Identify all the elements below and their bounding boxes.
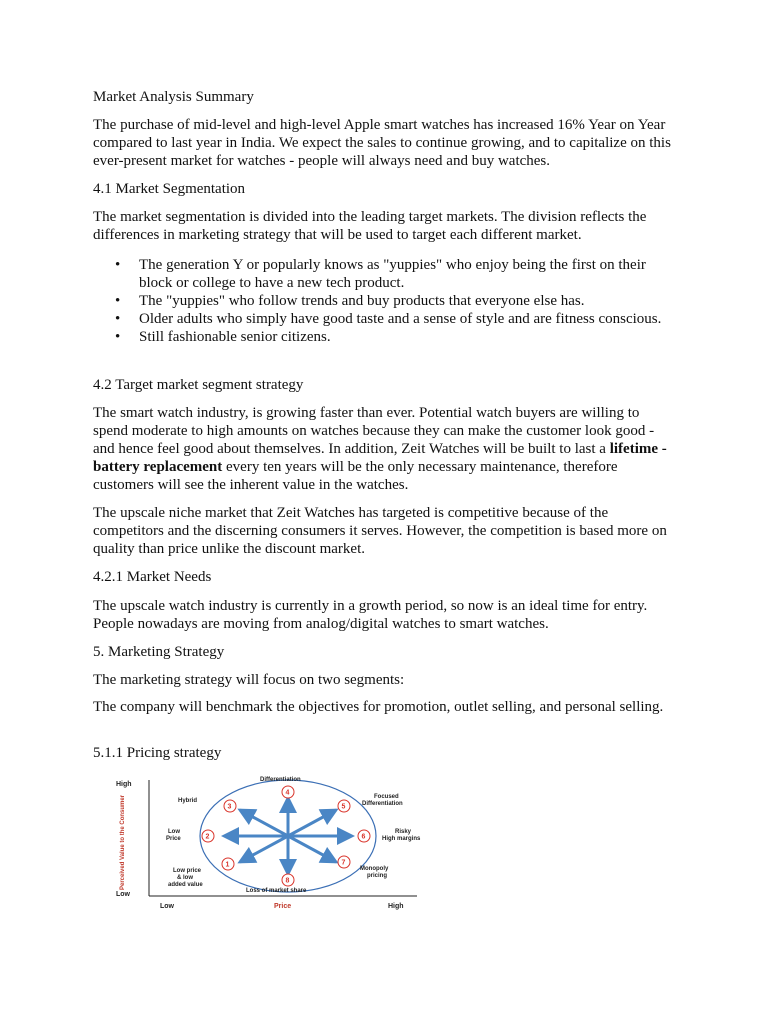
marker-1: 1 [225,861,230,869]
label-risky-1: Risky [395,829,412,835]
label-lpav-1: Low price [173,868,202,874]
list-item: • The generation Y or popularly knows as "yuppies" who enjoy being the first on their block or college to have a new tech product. [115,257,646,291]
label-risky-2: High margins [382,836,421,842]
label-lpav-2: & low [177,875,193,881]
section-4-2-heading: 4.2 Target market segment strategy [93,377,304,393]
label-lpav-3: added value [168,882,203,888]
x-high-label: High [388,903,404,910]
bullet-icon: • [115,311,121,327]
arrow-7 [288,836,336,862]
list-item: • Still fashionable senior citizens. [115,329,331,345]
list-item: • Older adults who simply have good taste and a sense of style and are fitness conscious. [115,311,662,327]
marker-5: 5 [341,803,346,811]
section-4-2-1-paragraph: The upscale watch industry is currently in a growth period, so now is an ideal time for entry. People nowadays are moving from analog/digital watches to smart watches. [93,598,648,632]
y-high-label: High [116,781,132,788]
section-4-1-paragraph: The market segmentation is divided into the leading target markets. The division reflects the differences in marketing strategy that will be used to target each different market. [93,209,647,243]
section-4-2-paragraph-1: The smart watch industry, is growing faster than ever. Potential watch buyers are willing to spend moderate to high amounts on watches because they can make the customer look good - and hence feel good about themselves. In addition, Zeit Watches will be built to last a lifetime - battery replacement every ten years will be the only necessary maintenance, therefore customers will see the inherent value in the watches. [93,405,667,493]
x-price-label: Price [274,903,292,910]
marker-2: 2 [205,833,210,841]
section-5-1-1-heading: 5.1.1 Pricing strategy [93,745,222,761]
label-focused-1: Focused [374,794,399,800]
arrow-3 [240,810,288,836]
bold-phrase: lifetime - battery replacement [93,441,667,475]
bullet-icon: • [115,293,121,309]
label-monopoly-2: pricing [367,873,388,879]
arrow-1 [240,836,288,862]
section-5-paragraph-1: The marketing strategy will focus on two segments: [93,672,405,688]
marker-3: 3 [227,803,232,811]
section-4-2-paragraph-2: The upscale niche market that Zeit Watches has targeted is competitive because of the competitors and the discerning consumers it serves. However, the competition is based more on quality than price unlike the discount market. [93,505,667,557]
label-low-price-1: Low [168,829,180,835]
section-4-1-heading: 4.1 Market Segmentation [93,181,246,197]
section-5-paragraph-2: The company will benchmark the objectives for promotion, outlet selling, and personal selling. [93,699,664,715]
label-differentiation: Differentiation [260,777,301,783]
segment-list [93,256,678,346]
section-4-2-1-heading: 4.2.1 Market Needs [93,569,212,585]
bullet-icon: • [115,329,121,345]
doc-title: Market Analysis Summary [93,89,254,105]
y-low-label: Low [116,891,130,898]
strategy-arrows [224,798,352,874]
marker-4: 4 [285,789,290,797]
bullet-icon: • [115,257,121,273]
list-item: • The "yuppies" who follow trends and buy products that everyone else has. [115,293,585,309]
label-hybrid: Hybrid [178,798,198,804]
y-axis-label: Perceived Value to the Consumer [120,794,126,890]
pricing-strategy-diagram [112,772,422,912]
arrow-5 [288,810,336,836]
intro-paragraph: The purchase of mid-level and high-level Apple smart watches has increased 16% Year on Year compared to last year in India. We expect the sales to continue growing, and to capitalize on this ever-present market for watches - people will always need and buy watches. [93,117,671,169]
label-monopoly-1: Monopoly [360,866,389,872]
label-low-price-2: Price [166,836,181,842]
label-focused-2: Differentiation [362,801,403,807]
section-5-heading: 5. Marketing Strategy [93,644,225,660]
label-loss-of-market-share: Loss of market share [246,888,307,894]
marker-6: 6 [361,833,366,841]
marker-7: 7 [341,859,346,867]
marker-8: 8 [285,877,290,885]
x-low-label: Low [160,903,174,910]
